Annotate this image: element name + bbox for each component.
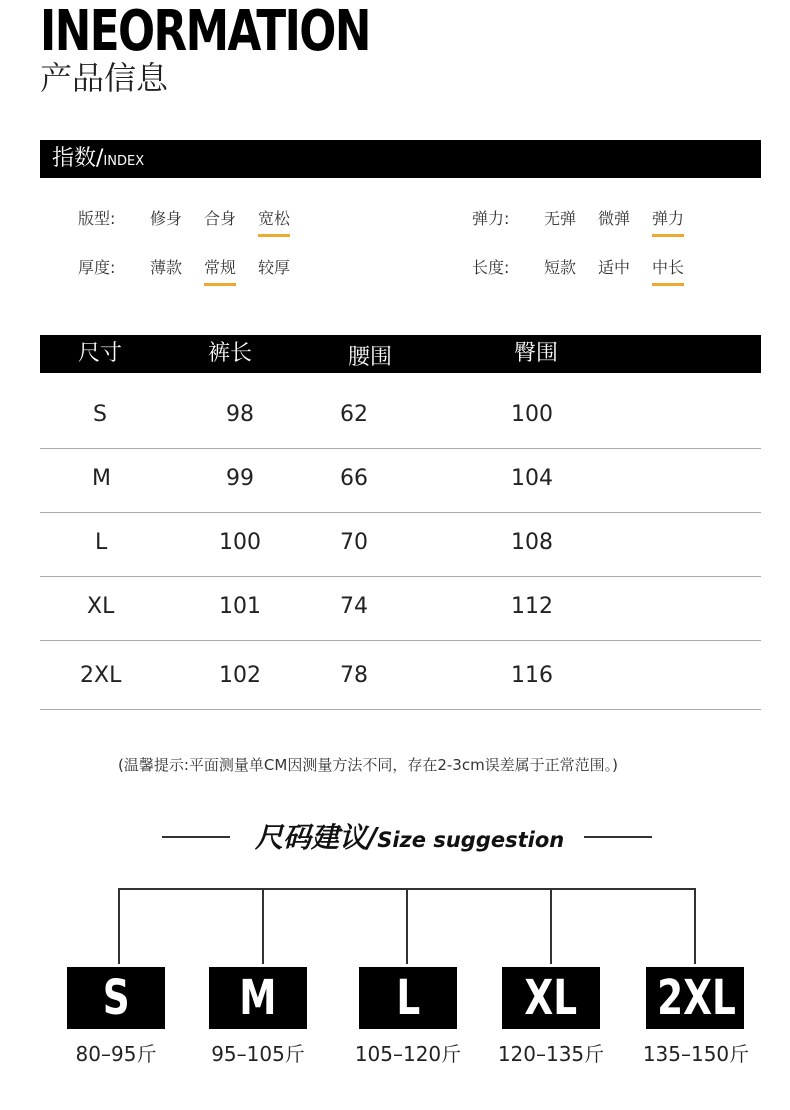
index-title-en: INDEX	[103, 154, 145, 169]
measurement-note: (温馨提示:平面测量单CM因测量方法不同，存在2-3cm误差属于正常范围。)	[118, 756, 619, 774]
table-row	[40, 384, 761, 449]
cell-length: 98	[226, 402, 254, 427]
length-option-mid-long: 中长	[652, 255, 684, 278]
fit-option-slim: 修身	[150, 209, 183, 228]
thickness-option-thin: 薄款	[150, 258, 183, 277]
length-option-medium: 适中	[598, 258, 631, 277]
thickness-option-thick: 较厚	[258, 258, 291, 277]
size-box-label: L	[396, 970, 420, 1026]
size-box-m	[209, 967, 307, 1029]
cell-waist: 62	[340, 402, 368, 427]
header-size: 尺寸	[78, 341, 123, 366]
bracket-tick	[694, 888, 696, 964]
table-row	[40, 448, 761, 513]
size-box-xl	[502, 967, 600, 1029]
size-box-label: M	[239, 970, 277, 1026]
page-title: INEORMATION	[40, 0, 370, 64]
thickness-option-regular: 常规	[204, 255, 236, 278]
size-box-label: 2XL	[657, 970, 736, 1026]
cell-size: XL	[87, 594, 115, 619]
index-title-zh: 指数/	[52, 146, 104, 171]
weight-range-2xl: 135–150斤	[642, 1042, 750, 1066]
size-box-s	[67, 967, 165, 1029]
cell-length: 100	[219, 530, 261, 555]
cell-hip: 104	[511, 466, 553, 491]
cell-size: M	[92, 466, 111, 491]
suggestion-title-zh: 尺码建议/	[255, 821, 378, 854]
size-box-l	[359, 967, 457, 1029]
bracket-tick	[118, 888, 120, 964]
cell-hip: 100	[511, 402, 553, 427]
bracket-tick	[406, 888, 408, 964]
cell-hip: 112	[511, 594, 553, 619]
size-box-2xl	[646, 967, 744, 1029]
cell-waist: 66	[340, 466, 368, 491]
cell-length: 99	[226, 466, 254, 491]
table-row	[40, 512, 761, 577]
cell-size: S	[93, 402, 107, 427]
bracket-tick	[550, 888, 552, 964]
size-box-label: XL	[524, 970, 578, 1026]
table-row	[40, 645, 761, 710]
elasticity-option-none: 无弹	[544, 209, 577, 228]
cell-hip: 116	[511, 663, 553, 688]
cell-waist: 78	[340, 663, 368, 688]
fit-label: 版型:	[78, 209, 116, 228]
fit-option-loose: 宽松	[258, 206, 290, 229]
title-dash-left	[162, 836, 230, 838]
index-section-bar	[40, 140, 761, 178]
weight-range-m: 95–105斤	[211, 1042, 305, 1066]
header-waist: 腰围	[348, 345, 393, 370]
size-table-header	[40, 335, 761, 373]
weight-range-xl: 120–135斤	[497, 1042, 605, 1066]
length-label: 长度:	[472, 258, 510, 277]
cell-size: L	[95, 530, 108, 555]
fit-option-regular: 合身	[204, 209, 237, 228]
cell-length: 102	[219, 663, 261, 688]
weight-range-s: 80–95斤	[75, 1042, 157, 1066]
size-suggestion-title	[255, 816, 564, 856]
page-subtitle: 产品信息	[40, 59, 169, 97]
cell-hip: 108	[511, 530, 553, 555]
elasticity-label: 弹力:	[472, 209, 510, 228]
size-box-label: S	[102, 970, 130, 1026]
cell-waist: 74	[340, 594, 368, 619]
bracket-tick	[262, 888, 264, 964]
header-length: 裤长	[208, 341, 253, 366]
title-dash-right	[584, 836, 652, 838]
cell-length: 101	[219, 594, 261, 619]
header-hip: 臀围	[514, 341, 559, 366]
weight-range-l: 105–120斤	[354, 1042, 462, 1066]
cell-size: 2XL	[80, 663, 122, 688]
elasticity-option-stretch: 弹力	[652, 206, 684, 229]
cell-waist: 70	[340, 530, 368, 555]
thickness-label: 厚度:	[78, 258, 116, 277]
length-option-short: 短款	[544, 258, 577, 277]
suggestion-title-en: Size suggestion	[377, 828, 565, 852]
elasticity-option-slight: 微弹	[598, 209, 631, 228]
table-row	[40, 576, 761, 641]
